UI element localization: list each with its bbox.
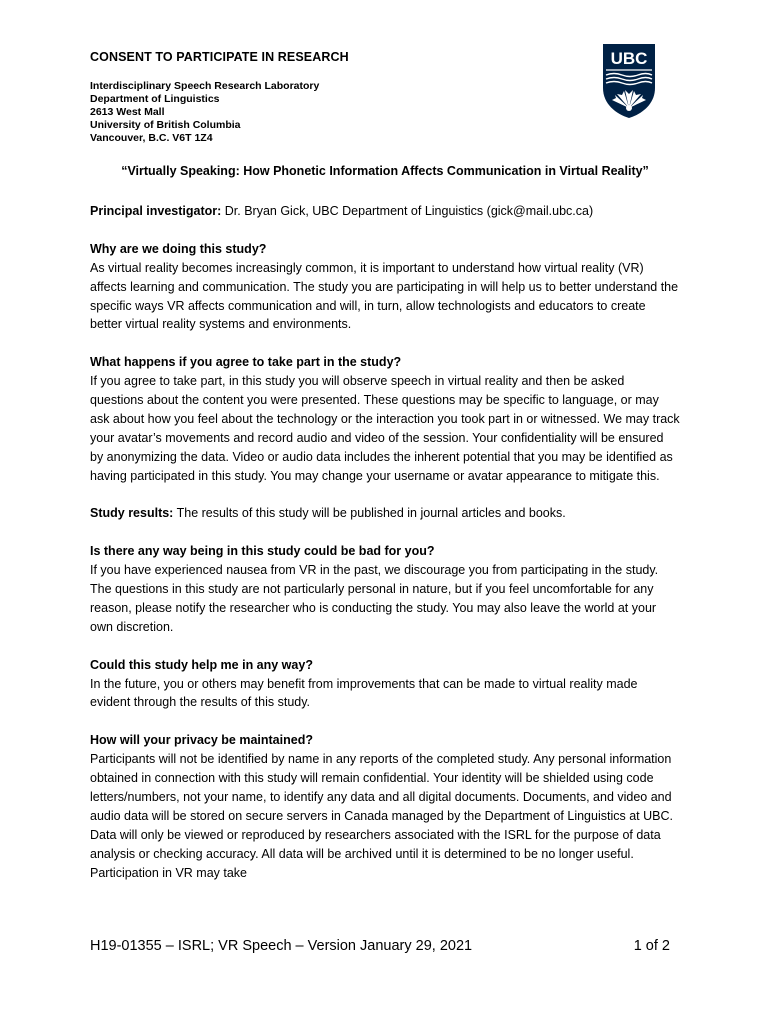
section-risks (90, 542, 680, 637)
page-footer (90, 938, 670, 954)
section-benefits (90, 656, 680, 713)
lab-address (90, 80, 319, 145)
principal-investigator-value: Dr. Bryan Gick, UBC Department of Linguistics (gick@mail.ubc.ca) (221, 204, 594, 218)
section-heading: Could this study help me in any way? (90, 657, 313, 672)
logo-text: UBC (610, 49, 648, 68)
section-heading: How will your privacy be maintained? (90, 733, 313, 748)
study-title: “Virtually Speaking: How Phonetic Information Affects Communication in Virtual Reality” (121, 164, 649, 178)
section-privacy (90, 731, 680, 882)
section-body: Participants will not be identified by name in any reports of the completed study. Any personal information obtained in connection with this study will remain confidential. Your identity will be shielded using code letters/numbers, not your name, to identify any data and all digital documents. Documents, and video and audio data will be stored on secure servers in Canada managed by the Department of Linguistics at UBC. Data will only be viewed or reproduced by researchers associated with the ISRL for the purpose of data analysis or checking accuracy. All data will be archived until it is determined to be no longer useful. Participation in VR may take (90, 752, 673, 880)
principal-investigator (90, 202, 680, 221)
address-line: Interdisciplinary Speech Research Laboratory (90, 80, 320, 92)
section-body: If you have experienced nausea from VR in the past, we discourage you from participating in the study. The questions in this study are not particularly personal in nature, but if you feel uncomfortable for any reason, please notify the researcher who is conducting the study. You may also leave the world at your own discretion. (90, 563, 659, 634)
consent-title: CONSENT TO PARTICIPATE IN RESEARCH (90, 50, 349, 64)
section-heading: Why are we doing this study? (90, 241, 267, 256)
section-why (90, 240, 680, 335)
ubc-logo (600, 42, 658, 120)
section-heading: What happens if you agree to take part in the study? (90, 355, 402, 370)
section-body: If you agree to take part, in this study you will observe speech in virtual reality and then be asked questions about the content you were presented. These questions may be specific to language, or may ask about how you feel about the technology or the interaction you took part in or witnessed. We may track your avatar’s movements and record audio and video of the session. Your confidentiality will be ensured by anonymizing the data. Video or audio data includes the inherent potential that you may be identified as having participated in this study. You may change your username or avatar appearance to mitigate this. (90, 374, 680, 483)
section-heading: Is there any way being in this study could be bad for you? (90, 544, 435, 559)
section-body: In the future, you or others may benefit from improvements that can be made to virtual reality made evident through the results of this study. (90, 676, 638, 710)
address-line: Vancouver, B.C. V6T 1Z4 (90, 132, 213, 144)
principal-investigator-label: Principal investigator: (90, 204, 222, 218)
footer-version: H19-01355 – ISRL; VR Speech – Version January 29, 2021 (90, 938, 473, 954)
section-what-happens (90, 353, 680, 485)
section-body: As virtual reality becomes increasingly common, it is important to understand how virtual reality (VR) affects learning and communication. The study you are participating in will help us to better understand the specific ways VR affects communication and will, in turn, allow technologists and educators to create better virtual reality systems and environments. (90, 260, 679, 332)
address-line: University of British Columbia (90, 119, 241, 131)
document-body (90, 202, 680, 901)
address-line: 2613 West Mall (90, 106, 165, 118)
study-results-value: The results of this study will be published in journal articles and books. (173, 506, 566, 521)
address-line: Department of Linguistics (90, 93, 220, 105)
study-results-label: Study results: (90, 506, 174, 521)
page-number: 1 of 2 (633, 938, 670, 954)
study-results (90, 504, 680, 523)
